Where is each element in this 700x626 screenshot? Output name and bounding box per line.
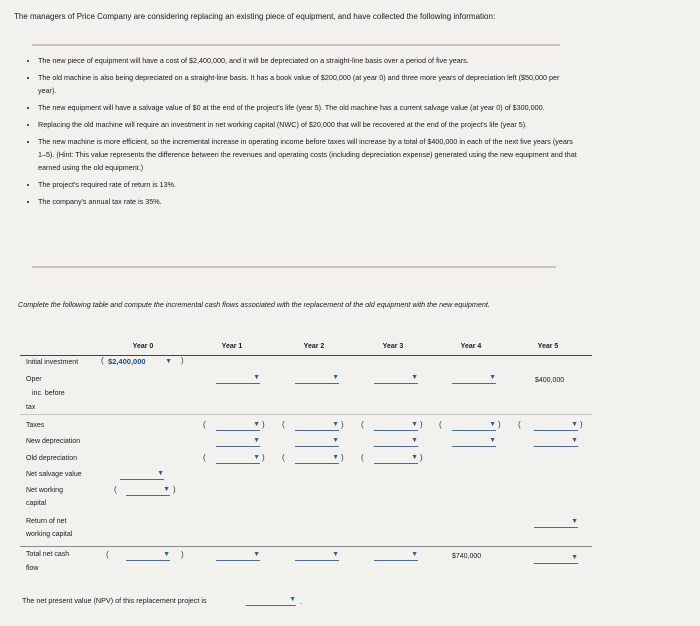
instruction-text: Complete the following table and compute the incremental cash flows associated with the replacement of the old equipment with the new equipment. (18, 300, 490, 309)
paren-close: ) (498, 420, 501, 429)
npv-period: . (300, 597, 302, 606)
salvage-year0-dropdown[interactable] (120, 469, 164, 480)
chevron-down-icon: ▼ (411, 551, 418, 558)
list-item: • The old machine is also being depreciated on a straight-line basis. It has a book value of $200,000 (at year 0) and three more years of depreciation left ($50,000 per year). (38, 71, 578, 97)
chevron-down-icon: ▼ (489, 374, 496, 381)
npv-label: The net present value (NPV) of this replacement project is (22, 596, 207, 605)
total-year3-dropdown[interactable] (374, 550, 418, 561)
paren-close: ) (262, 453, 265, 462)
paren-open: ( (282, 420, 285, 429)
paren-close: ) (420, 420, 423, 429)
chevron-down-icon: ▼ (411, 454, 418, 461)
olddep-year1-dropdown[interactable] (216, 453, 260, 464)
paren-open: ( (518, 420, 521, 429)
row-label-inc: inc. before (32, 390, 65, 397)
header-rule (20, 355, 592, 356)
list-item: • The new piece of equipment will have a cost of $2,400,000, and it will be depreciated on a straight-line basis over a period of five years. (38, 54, 578, 67)
paren-close: ) (420, 453, 423, 462)
chevron-down-icon: ▼ (253, 454, 260, 461)
row-label-nwc: Net working (26, 487, 63, 494)
row-label-return-nwc: Return of net (26, 518, 67, 525)
list-item: • Replacing the old machine will require an investment in net working capital (NWC) of $20,000 that will be recovered at the end of the project's life (year 5). (38, 118, 578, 131)
taxes-year1-dropdown[interactable] (216, 420, 260, 431)
paren-close: ) (181, 356, 184, 365)
row-label-salvage: Net salvage value (26, 471, 82, 478)
row-label-oper: Oper (26, 376, 42, 383)
info-list (24, 54, 578, 212)
chevron-down-icon: ▼ (163, 551, 170, 558)
total-year1-dropdown[interactable] (216, 550, 260, 561)
taxes-year2-dropdown[interactable] (295, 420, 339, 431)
divider-top (32, 44, 560, 46)
header-year-4: Year 4 (460, 343, 482, 350)
chevron-down-icon: ▼ (411, 421, 418, 428)
chevron-down-icon: ▼ (332, 421, 339, 428)
paren-open: ( (114, 485, 117, 494)
newdep-year4-dropdown[interactable] (452, 436, 496, 447)
chevron-down-icon: ▼ (163, 486, 170, 493)
header-year-5: Year 5 (537, 343, 559, 350)
paren-open: ( (439, 420, 442, 429)
header-year-2: Year 2 (303, 343, 325, 350)
taxes-year3-dropdown[interactable] (374, 420, 418, 431)
paren-open: ( (203, 453, 206, 462)
chevron-down-icon: ▼ (571, 437, 578, 444)
npv-dropdown[interactable] (246, 595, 296, 606)
nwc-year0-dropdown[interactable] (126, 485, 170, 496)
total-year5-dropdown[interactable] (534, 553, 578, 564)
chevron-down-icon: ▼ (571, 518, 578, 525)
oper-year2-dropdown[interactable] (295, 373, 339, 384)
newdep-year1-dropdown[interactable] (216, 436, 260, 447)
oper-year3-dropdown[interactable] (374, 373, 418, 384)
paren-close: ) (580, 420, 583, 429)
paren-open: ( (106, 550, 109, 559)
header-year-0: Year 0 (132, 343, 154, 350)
chevron-down-icon: ▼ (332, 551, 339, 558)
paren-close: ) (181, 550, 184, 559)
paren-close: ) (173, 485, 176, 494)
return-nwc-year5-dropdown[interactable] (534, 517, 578, 528)
row-divider (20, 414, 592, 415)
chevron-down-icon: ▼ (332, 374, 339, 381)
paren-open: ( (282, 453, 285, 462)
chevron-down-icon: ▼ (332, 437, 339, 444)
initial-investment-dropdown[interactable] (158, 357, 172, 367)
newdep-year5-dropdown[interactable] (534, 436, 578, 447)
chevron-down-icon: ▼ (411, 437, 418, 444)
chevron-down-icon: ▼ (157, 470, 164, 477)
intro-text: The managers of Price Company are considering replacing an existing piece of equipment, and have collected the following information: (14, 12, 496, 21)
newdep-year2-dropdown[interactable] (295, 436, 339, 447)
list-item: • The company's annual tax rate is 35%. (38, 195, 578, 208)
row-label-total-2: flow (26, 565, 39, 572)
chevron-down-icon: ▼ (165, 358, 172, 365)
row-label-new-depreciation: New depreciation (26, 438, 81, 445)
list-item: • The new machine is more efficient, so the incremental increase in operating income before taxes will increase by a total of $400,000 in each of the next five years (years 1–5). (Hint: This value represents the difference between the revenues and operating costs (including depreciation expense) generated using the new equipment and that earned using the old equipment.) (38, 135, 578, 174)
list-item: • The new equipment will have a salvage value of $0 at the end of the project's life (year 5). The old machine has a current salvage value (at year 0) of $300,000. (38, 101, 578, 114)
chevron-down-icon: ▼ (253, 437, 260, 444)
header-year-1: Year 1 (221, 343, 243, 350)
row-label-taxes: Taxes (26, 422, 45, 429)
olddep-year2-dropdown[interactable] (295, 453, 339, 464)
olddep-year3-dropdown[interactable] (374, 453, 418, 464)
oper-year4-dropdown[interactable] (452, 373, 496, 384)
total-year0-dropdown[interactable] (126, 550, 170, 561)
chevron-down-icon: ▼ (253, 421, 260, 428)
paren-close: ) (262, 420, 265, 429)
paren-open: ( (361, 420, 364, 429)
oper-year1-dropdown[interactable] (216, 373, 260, 384)
chevron-down-icon: ▼ (289, 596, 296, 603)
newdep-year3-dropdown[interactable] (374, 436, 418, 447)
taxes-year5-dropdown[interactable] (534, 420, 578, 431)
row-divider (20, 546, 592, 547)
paren-close: ) (341, 420, 344, 429)
initial-investment-value: $2,400,000 (108, 357, 146, 366)
row-label-return-nwc-2: working capital (26, 531, 73, 538)
chevron-down-icon: ▼ (571, 554, 578, 561)
row-label-nwc-2: capital (26, 500, 47, 507)
taxes-year4-dropdown[interactable] (452, 420, 496, 431)
row-label-total: Total net cash (26, 551, 70, 558)
total-year2-dropdown[interactable] (295, 550, 339, 561)
chevron-down-icon: ▼ (489, 437, 496, 444)
chevron-down-icon: ▼ (253, 374, 260, 381)
header-year-3: Year 3 (382, 343, 404, 350)
chevron-down-icon: ▼ (332, 454, 339, 461)
total-year4-value: $740,000 (452, 553, 482, 560)
paren-close: ) (341, 453, 344, 462)
row-label-tax: tax (26, 404, 36, 411)
chevron-down-icon: ▼ (571, 421, 578, 428)
list-item: • The project's required rate of return is 13%. (38, 178, 578, 191)
paren-open: ( (203, 420, 206, 429)
paren-open: ( (101, 356, 104, 365)
chevron-down-icon: ▼ (489, 421, 496, 428)
paren-open: ( (361, 453, 364, 462)
row-label-initial: Initial investment (26, 359, 79, 366)
chevron-down-icon: ▼ (411, 374, 418, 381)
oper-year5-value: $400,000 (535, 377, 565, 384)
chevron-down-icon: ▼ (253, 551, 260, 558)
row-label-old-depreciation: Old depreciation (26, 455, 77, 462)
divider-bottom (32, 266, 556, 268)
